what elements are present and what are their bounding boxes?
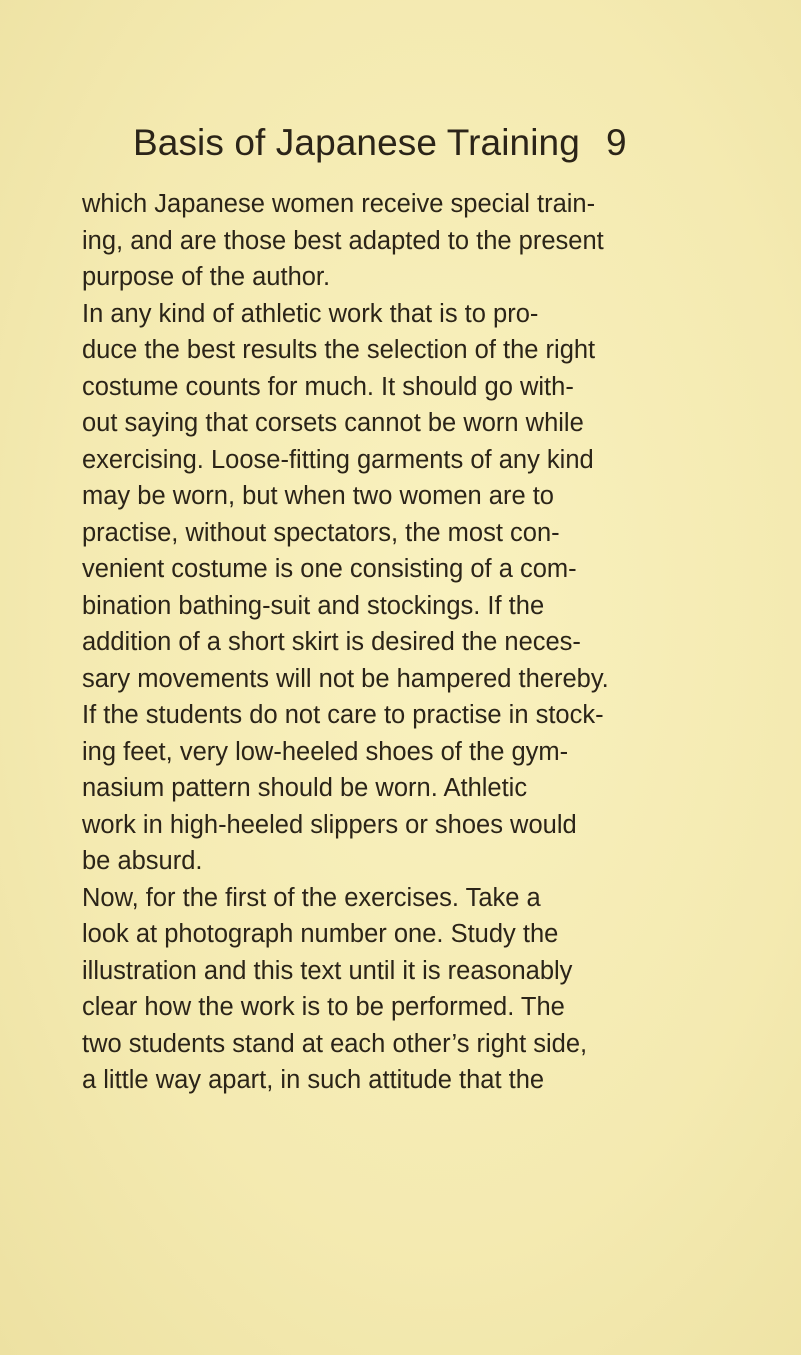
text-line: two students stand at each other’s right side, (82, 1030, 588, 1058)
text-line: which Japanese women receive special train- (82, 190, 596, 218)
text-line: nasium pattern should be worn. Athletic (82, 774, 528, 802)
text-line: sary movements will not be hampered thereby. (82, 665, 609, 693)
text-line: duce the best results the selection of the right (82, 336, 596, 364)
text-line: ing feet, very low-heeled shoes of the gym- (82, 738, 569, 766)
text-line: venient costume is one consisting of a com- (82, 555, 577, 583)
text-line: may be worn, but when two women are to (82, 482, 554, 510)
text-line: look at photograph number one. Study the (82, 920, 559, 948)
text-line: In any kind of athletic work that is to pro- (82, 300, 539, 328)
text-line: addition of a short skirt is desired the neces- (82, 628, 581, 656)
page-number: 9 (606, 122, 627, 163)
text-line: If the students do not care to practise in stock- (82, 701, 604, 729)
text-line: Now, for the first of the exercises. Take a (82, 884, 541, 912)
text-line: work in high-heeled slippers or shoes would (82, 811, 577, 839)
text-line: illustration and this text until it is reasonably (82, 957, 573, 985)
text-line: exercising. Loose-fitting garments of any kind (82, 446, 594, 474)
running-title: Basis of Japanese Training (133, 122, 580, 163)
text-line: costume counts for much. It should go with- (82, 373, 574, 401)
text-line: practise, without spectators, the most con- (82, 519, 560, 547)
text-line: a little way apart, in such attitude that the (82, 1066, 545, 1094)
text-line: be absurd. (82, 847, 203, 875)
text-line: purpose of the author. (82, 263, 331, 291)
text-line: bination bathing-suit and stockings. If the (82, 592, 545, 620)
text-line: ing, and are those best adapted to the present (82, 227, 604, 255)
running-head (0, 118, 801, 168)
text-line: out saying that corsets cannot be worn while (82, 409, 584, 437)
text-line: clear how the work is to be performed. The (82, 993, 565, 1021)
